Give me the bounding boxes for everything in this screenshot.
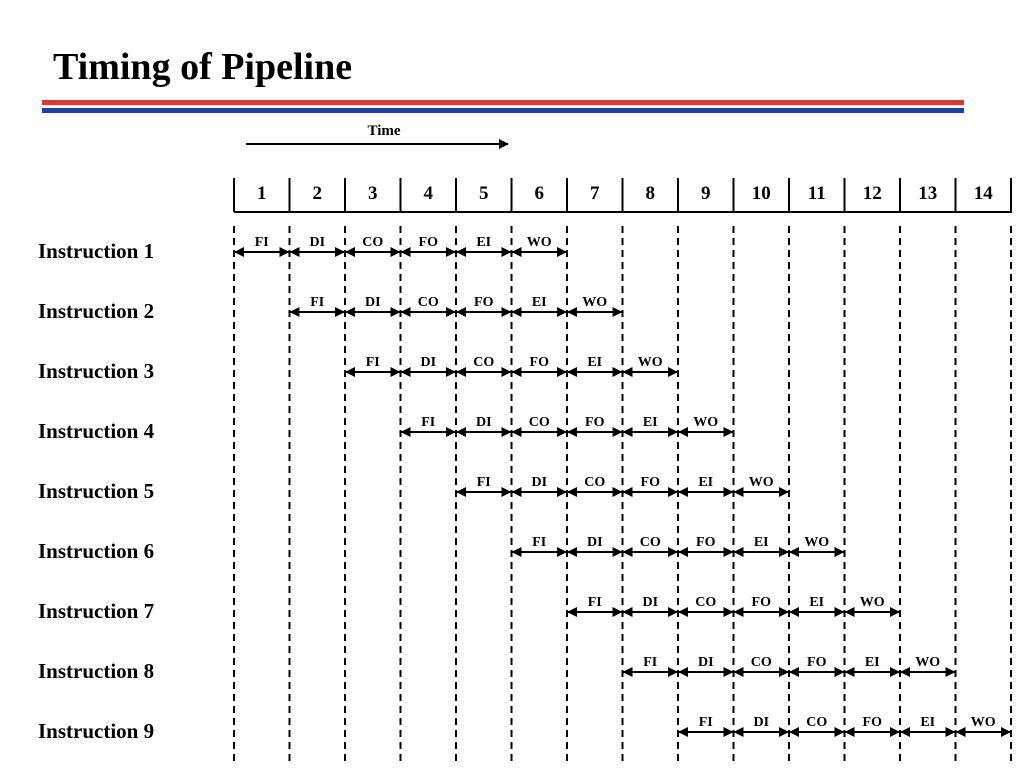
stage-label: WO (526, 235, 552, 250)
stage-label: EI (476, 235, 492, 250)
instruction-label: Instruction 8 (38, 659, 155, 683)
stage-label: FO (862, 715, 882, 730)
stage-label: CO (750, 655, 772, 670)
time-axis-header (234, 178, 1012, 212)
instruction-row (38, 235, 566, 263)
time-unit-label: 12 (862, 183, 882, 204)
stage-label: FI (532, 535, 547, 550)
stage-label: FO (529, 355, 549, 370)
instruction-label: Instruction 7 (38, 599, 155, 623)
stage-label: DI (642, 595, 659, 610)
instruction-row (38, 535, 844, 563)
instruction-row (38, 355, 677, 383)
stage-label: FI (365, 355, 380, 370)
stage-label: EI (587, 355, 603, 370)
instruction-row (38, 595, 899, 623)
time-unit-label: 13 (918, 183, 938, 204)
stage-label: CO (528, 415, 550, 430)
page-title: Timing of Pipeline (53, 46, 353, 88)
instruction-label: Instruction 6 (38, 539, 155, 563)
time-arrow (246, 123, 508, 144)
stage-label: FO (807, 655, 827, 670)
stage-label: CO (584, 475, 606, 490)
stage-label: DI (309, 235, 326, 250)
stage-label: FI (587, 595, 602, 610)
stage-label: EI (809, 595, 825, 610)
instruction-row (38, 655, 955, 683)
time-unit-label: 8 (645, 183, 655, 204)
stage-label: DI (364, 295, 381, 310)
stage-label: WO (804, 535, 830, 550)
stage-label: EI (753, 535, 769, 550)
stage-label: WO (693, 415, 719, 430)
stage-label: DI (697, 655, 714, 670)
time-unit-label: 10 (751, 183, 771, 204)
time-unit-label: 4 (423, 183, 433, 204)
stage-label: FO (751, 595, 771, 610)
instruction-row (38, 415, 733, 443)
stage-label: FI (310, 295, 325, 310)
instruction-label: Instruction 5 (38, 479, 155, 503)
time-unit-label: 2 (312, 183, 322, 204)
stage-label: EI (642, 415, 658, 430)
instruction-label: Instruction 2 (38, 299, 155, 323)
stage-label: EI (531, 295, 547, 310)
time-unit-label: 5 (479, 183, 489, 204)
time-unit-label: 6 (534, 183, 544, 204)
stage-label: DI (586, 535, 603, 550)
instruction-label: Instruction 3 (38, 359, 155, 383)
instruction-row (38, 715, 1010, 743)
stage-label: CO (806, 715, 828, 730)
instruction-rows (38, 235, 1010, 743)
time-unit-label: 3 (368, 183, 378, 204)
time-unit-label: 9 (701, 183, 711, 204)
instruction-label: Instruction 4 (38, 419, 155, 443)
instruction-row (38, 475, 788, 503)
stage-label: CO (695, 595, 717, 610)
stage-label: FI (476, 475, 491, 490)
stage-label: CO (473, 355, 495, 370)
unit-dividers (234, 226, 1011, 762)
stage-label: WO (915, 655, 941, 670)
instruction-label: Instruction 9 (38, 719, 155, 743)
time-unit-label: 14 (973, 183, 993, 204)
stage-label: FO (696, 535, 716, 550)
time-unit-label: 11 (807, 183, 826, 204)
stage-label: FI (421, 415, 436, 430)
stage-label: DI (531, 475, 548, 490)
stage-label: DI (753, 715, 770, 730)
stage-label: DI (420, 355, 437, 370)
stage-label: WO (748, 475, 774, 490)
instruction-label: Instruction 1 (38, 239, 155, 263)
stage-label: FI (254, 235, 269, 250)
stage-label: WO (582, 295, 608, 310)
stage-label: WO (859, 595, 885, 610)
stage-label: FO (474, 295, 494, 310)
stage-label: CO (417, 295, 439, 310)
stage-label: EI (698, 475, 714, 490)
instruction-row (38, 295, 622, 323)
stage-label: EI (864, 655, 880, 670)
time-unit-label: 7 (590, 183, 600, 204)
stage-label: FO (418, 235, 438, 250)
stage-label: DI (475, 415, 492, 430)
stage-label: EI (920, 715, 936, 730)
stage-label: FO (585, 415, 605, 430)
stage-label: FI (643, 655, 658, 670)
stage-label: WO (970, 715, 996, 730)
time-unit-label: 1 (257, 183, 267, 204)
stage-label: WO (637, 355, 663, 370)
stage-label: CO (639, 535, 661, 550)
stage-label: FO (640, 475, 660, 490)
time-label: Time (367, 123, 401, 139)
stage-label: FI (698, 715, 713, 730)
stage-label: CO (362, 235, 384, 250)
